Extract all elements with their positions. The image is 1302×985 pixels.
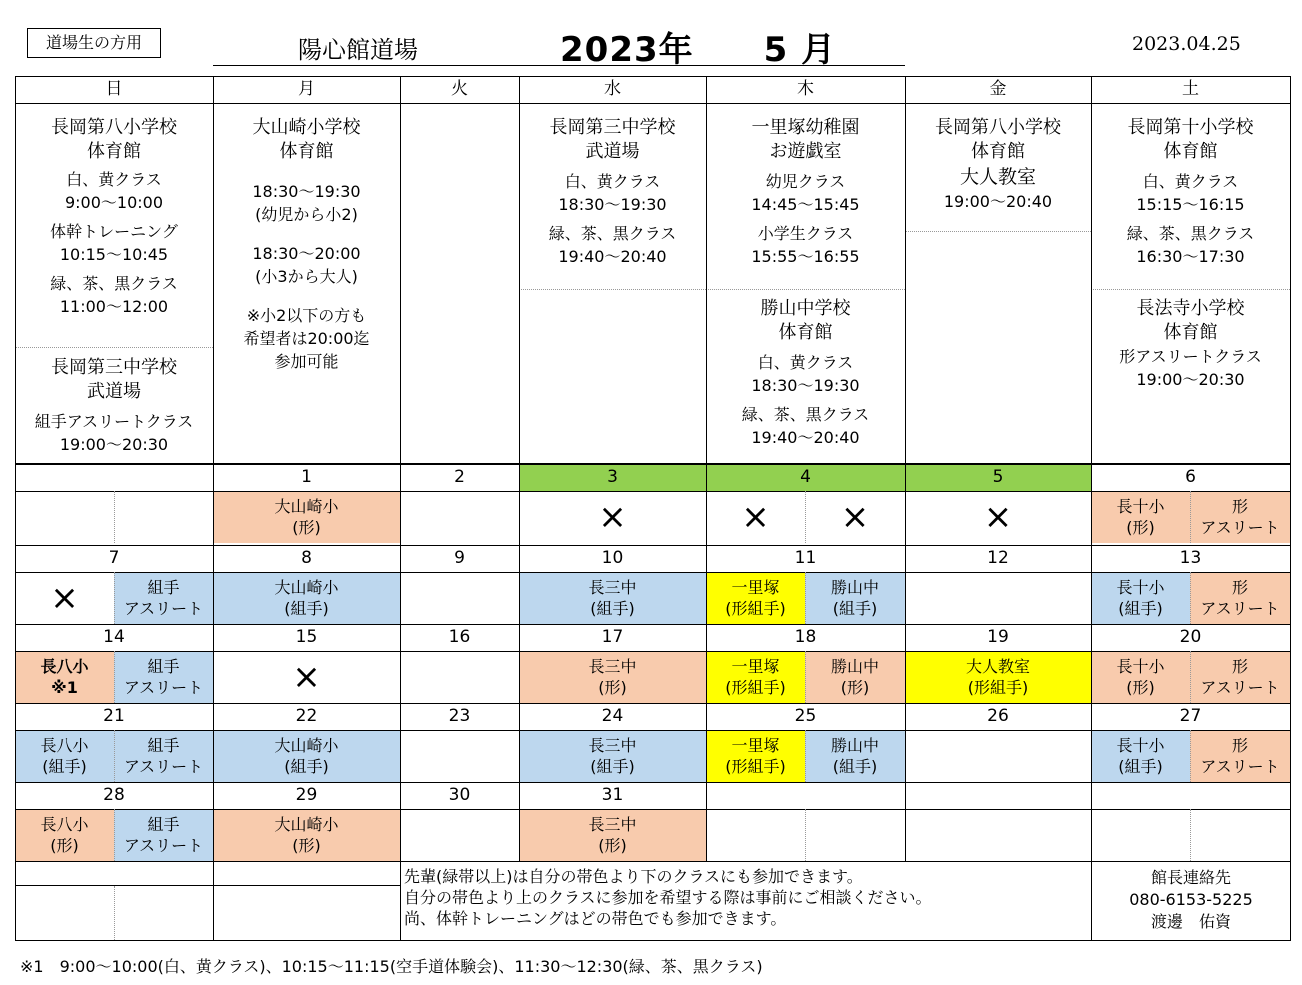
class-cell: [905, 809, 1091, 861]
day-number-cell: [15, 624, 213, 651]
day-number-cell: [15, 782, 213, 809]
split-line: [114, 572, 115, 624]
class-cell: [400, 491, 519, 543]
class-label: 長八小 (組手): [40, 736, 89, 776]
dotted-separator: [905, 231, 1091, 232]
venue-name: 武道場: [87, 381, 141, 402]
weekday-header: [519, 76, 706, 103]
day-number-cell: [706, 703, 905, 730]
day-number: 30: [448, 785, 471, 805]
week-line: [15, 809, 1290, 810]
day-number-cell: [213, 464, 400, 491]
dotted-separator: [519, 289, 706, 290]
class-label: 勝山中 (組手): [830, 578, 879, 618]
class-cell: [114, 491, 213, 543]
class-name: 大人教室: [959, 166, 1036, 188]
closed-mark-icon: ×: [292, 657, 321, 697]
venue-schedule: [15, 116, 213, 318]
schedule-line: 形アスリートクラス: [1119, 347, 1262, 366]
venue-name: 体育館: [279, 141, 334, 162]
schedule-line: 9:00～10:00: [64, 193, 164, 212]
venue-name: 武道場: [585, 141, 640, 162]
class-cell: [1091, 491, 1190, 543]
day-number: 7: [108, 548, 120, 568]
venue-name: 体育館: [971, 141, 1025, 162]
class-label: 長十小 (形): [1116, 657, 1165, 697]
day-number-cell: [400, 703, 519, 730]
column-line: [213, 76, 214, 861]
day-number: 3: [607, 467, 618, 487]
class-cell: [400, 651, 519, 703]
class-cell: [1091, 651, 1190, 703]
closed-mark-icon: ×: [983, 497, 1013, 537]
class-cell: [519, 730, 706, 782]
schedule-line: 18:30～20:00: [252, 244, 361, 263]
table-border: [15, 463, 1290, 465]
closed-mark-icon: ×: [598, 497, 627, 537]
day-number: 28: [103, 785, 125, 805]
day-number: 24: [601, 706, 624, 726]
schedule-line: 緑、茶、黒クラス: [50, 274, 178, 293]
day-number: 27: [1179, 706, 1202, 726]
day-number-cell: [905, 703, 1091, 730]
day-number-cell: [519, 545, 706, 572]
day-number: 25: [794, 706, 817, 726]
dotted-separator: [15, 347, 213, 348]
class-label: 形 アスリート: [1200, 578, 1280, 618]
schedule-line: (小3から大人): [255, 267, 358, 286]
weekday-header: [905, 76, 1091, 103]
class-label: 長八小 (形): [40, 815, 89, 855]
venue-name: 長岡第三中学校: [51, 357, 177, 378]
day-number-cell: [905, 464, 1091, 491]
class-cell: [805, 730, 905, 782]
weekday-label: 土: [1182, 79, 1199, 99]
day-number-cell: [905, 782, 1091, 809]
class-cell: [1190, 651, 1290, 703]
schedule-line: 参加可能: [274, 352, 339, 371]
day-number: 11: [794, 548, 817, 568]
split-line: [805, 651, 806, 703]
day-number: 22: [295, 706, 318, 726]
day-number-cell: [213, 545, 400, 572]
split-line: [805, 730, 806, 782]
class-label: 一里塚 (形組手): [725, 736, 786, 776]
class-label: 組手 アスリート: [123, 657, 204, 697]
day-number: 20: [1179, 627, 1202, 647]
notes: [404, 866, 932, 929]
schedule-line: 体幹トレーニング: [50, 222, 178, 241]
page-title: 2023年 5 月: [560, 30, 837, 70]
table-border: [15, 76, 1290, 77]
note-line: 先輩(緑帯以上)は自分の帯色より下のクラスにも参加できます。: [404, 867, 863, 886]
schedule-line: 希望者は20:00迄: [243, 329, 370, 348]
venue-name: 体育館: [1163, 141, 1218, 162]
class-cell: [519, 809, 706, 861]
schedule-line: 19:00～20:40: [943, 192, 1053, 211]
class-cell: [706, 572, 805, 624]
class-cell: [114, 572, 213, 624]
schedule-line: 15:15～16:15: [1136, 195, 1245, 214]
schedule-line: 19:40～20:40: [558, 247, 667, 266]
class-label: 長三中 (組手): [588, 736, 637, 776]
week-line: [15, 491, 1290, 492]
class-cell: [1190, 491, 1290, 543]
venue-schedule: [706, 116, 905, 268]
class-cell: [213, 572, 400, 624]
venue-name: 大山崎小学校: [252, 117, 361, 138]
column-line: [706, 76, 707, 861]
class-cell: [706, 809, 805, 861]
venue-name: 体育館: [87, 141, 141, 162]
day-number-cell: [519, 464, 706, 491]
day-number-cell: [706, 545, 905, 572]
closed-mark-icon: ×: [741, 497, 770, 537]
class-cell: [519, 572, 706, 624]
class-cell: [114, 809, 213, 861]
class-cell: [213, 651, 400, 703]
class-cell: [805, 572, 905, 624]
class-cell: [15, 730, 114, 782]
schedule-line: 11:00～12:00: [59, 297, 169, 316]
day-number: 15: [295, 627, 318, 647]
column-line: [400, 861, 401, 940]
class-cell: [114, 730, 213, 782]
class-label: 長十小 (組手): [1116, 736, 1165, 776]
venue-schedule: [706, 297, 905, 449]
week-line: [15, 651, 1290, 652]
table-border: [15, 76, 16, 940]
day-number: 16: [448, 627, 471, 647]
schedule-line: 緑、茶、黒クラス: [741, 405, 870, 424]
weekday-label: 火: [451, 79, 468, 99]
day-number-cell: [400, 782, 519, 809]
class-cell: [905, 651, 1091, 703]
table-border: [1290, 76, 1291, 940]
venue-name: 長岡第三中学校: [549, 117, 676, 138]
class-cell: [1190, 730, 1290, 782]
venue-schedule: [1091, 297, 1290, 391]
day-number: 17: [601, 627, 624, 647]
venue-schedule: [905, 116, 1091, 213]
issue-date: 2023.04.25: [1132, 33, 1241, 55]
class-cell: [15, 809, 114, 861]
venue-name: 長法寺小学校: [1136, 298, 1245, 319]
contact-info: [1092, 867, 1290, 933]
class-cell: [1190, 572, 1290, 624]
day-number: 19: [987, 627, 1009, 647]
venue-name: 勝山中学校: [760, 298, 851, 319]
class-cell: [213, 491, 400, 543]
class-cell: [400, 730, 519, 782]
schedule-line: 幼児クラス: [765, 172, 846, 191]
schedule-line: 19:00～20:30: [1136, 370, 1245, 389]
class-label: 一里塚 (形組手): [725, 578, 786, 618]
weekday-header: [15, 76, 213, 103]
day-number: 5: [992, 467, 1004, 487]
class-cell: [706, 730, 805, 782]
class-cell: [805, 491, 905, 543]
class-cell: [15, 572, 114, 624]
day-number-cell: [1091, 782, 1290, 809]
day-number-cell: [519, 624, 706, 651]
weekday-label: 金: [989, 79, 1007, 99]
class-cell: [1091, 572, 1190, 624]
class-label: 形 アスリート: [1200, 736, 1280, 776]
class-label: 大人教室 (形組手): [965, 657, 1030, 697]
class-label: 組手 アスリート: [123, 736, 204, 776]
class-cell: [1091, 809, 1190, 861]
class-cell: [519, 491, 706, 543]
class-label: 大山崎小 (組手): [274, 736, 339, 776]
split-line: [114, 809, 115, 861]
class-label: 大山崎小 (組手): [274, 578, 339, 618]
schedule-line: 白、黄クラス: [564, 172, 661, 191]
day-number: 14: [103, 627, 125, 647]
column-line: [1091, 76, 1092, 861]
venue-name: 体育館: [778, 322, 833, 343]
day-number: 18: [794, 627, 817, 647]
schedule-line: 16:30～17:30: [1136, 247, 1245, 266]
class-cell: [519, 651, 706, 703]
split-line: [114, 886, 115, 940]
schedule-line: ※小2以下の方も: [246, 306, 367, 325]
class-cell: [213, 809, 400, 861]
closed-mark-icon: ×: [840, 497, 870, 537]
split-line: [1190, 572, 1191, 624]
schedule-line: 白、黄クラス: [66, 170, 162, 189]
day-number: 13: [1179, 548, 1202, 568]
schedule-line: 緑、茶、黒クラス: [548, 224, 677, 243]
day-number: 2: [454, 467, 465, 487]
venue-schedule: [519, 116, 706, 268]
day-number-cell: [15, 545, 213, 572]
column-line: [213, 861, 214, 940]
venue-name: 長岡第十小学校: [1127, 117, 1254, 138]
day-number: 21: [103, 706, 125, 726]
day-number: 6: [1185, 467, 1196, 487]
class-cell: [1091, 730, 1190, 782]
day-number-cell: [706, 782, 905, 809]
schedule-line: 18:30～19:30: [558, 195, 667, 214]
class-cell: [805, 809, 905, 861]
split-line: [114, 491, 115, 543]
class-label: 大山崎小 (形): [274, 815, 339, 855]
dotted-separator: [1091, 289, 1290, 290]
venue-schedule: [1091, 116, 1290, 268]
class-label: 大山崎小 (形): [274, 497, 339, 537]
week-line: [15, 545, 1290, 546]
class-label: 長三中 (形): [588, 657, 637, 697]
day-number-cell: [213, 703, 400, 730]
day-number-cell: [706, 624, 905, 651]
class-label: 勝山中 (形): [830, 657, 879, 697]
class-cell: [905, 572, 1091, 624]
schedule-line: (幼児から小2): [255, 205, 358, 224]
day-number-cell: [706, 464, 905, 491]
day-number-cell: [519, 703, 706, 730]
weekday-header: [1091, 76, 1290, 103]
split-line: [805, 491, 806, 543]
venue-name: お遊戯室: [769, 141, 842, 162]
weekday-label: 木: [797, 79, 814, 99]
day-number-cell: [15, 464, 213, 491]
split-line: [805, 809, 806, 861]
class-label: 長八小 ※1: [40, 657, 89, 697]
class-label: 組手 アスリート: [123, 815, 204, 855]
class-label: 組手 アスリート: [123, 578, 204, 618]
weekday-header: [400, 76, 519, 103]
column-line: [519, 76, 520, 861]
class-cell: [905, 491, 1091, 543]
table-border: [15, 103, 1290, 104]
grid-line: [213, 885, 400, 886]
day-number-cell: [213, 782, 400, 809]
day-number: 29: [295, 785, 318, 805]
split-line: [1190, 491, 1191, 543]
split-line: [114, 730, 115, 782]
day-number: 4: [800, 467, 811, 487]
split-line: [114, 651, 115, 703]
day-number-cell: [1091, 624, 1290, 651]
day-number-cell: [519, 782, 706, 809]
split-line: [1190, 809, 1191, 861]
class-cell: [213, 730, 400, 782]
venue-schedule: [213, 116, 400, 373]
weekday-header: [706, 76, 905, 103]
column-line: [400, 76, 401, 861]
week-line: [15, 703, 1290, 704]
class-cell: [15, 651, 114, 703]
dojo-name: 陽心館道場: [298, 36, 418, 64]
week-line: [15, 782, 1290, 783]
venue-schedule: [15, 356, 213, 456]
class-cell: [706, 491, 805, 543]
day-number-cell: [905, 545, 1091, 572]
schedule-line: 19:40～20:40: [751, 428, 860, 447]
venue-name: 一里塚幼稚園: [751, 117, 860, 138]
day-number: 23: [448, 706, 471, 726]
schedule-line: 組手アスリートクラス: [34, 412, 194, 431]
dotted-separator: [706, 289, 905, 290]
day-number: 8: [301, 548, 312, 568]
class-cell: [114, 651, 213, 703]
class-cell: [706, 651, 805, 703]
week-line: [15, 572, 1290, 573]
day-number-cell: [905, 624, 1091, 651]
schedule-line: 19:00～20:30: [59, 435, 169, 454]
weekday-header: [213, 76, 400, 103]
day-number: 31: [601, 785, 624, 805]
week-line: [15, 624, 1290, 625]
day-number: 26: [987, 706, 1009, 726]
schedule-line: 緑、茶、黒クラス: [1126, 224, 1255, 243]
week-line: [15, 730, 1290, 731]
contact-name: 渡邊 佑資: [1150, 912, 1231, 931]
schedule-badge: 道場生の方用: [27, 28, 161, 58]
closed-mark-icon: ×: [50, 578, 79, 618]
day-number-cell: [15, 703, 213, 730]
venue-name: 長岡第八小学校: [51, 117, 177, 138]
class-label: 長十小 (形): [1116, 497, 1165, 537]
day-number: 10: [601, 548, 624, 568]
day-number: 9: [454, 548, 465, 568]
schedule-line: 18:30～19:30: [252, 182, 361, 201]
split-line: [1190, 730, 1191, 782]
schedule-line: 14:45～15:45: [751, 195, 860, 214]
column-line: [905, 76, 906, 861]
split-line: [805, 572, 806, 624]
schedule-line: 18:30～19:30: [751, 376, 860, 395]
day-number: 1: [301, 467, 312, 487]
venue-name: 体育館: [1163, 322, 1218, 343]
class-cell: [400, 572, 519, 624]
class-label: 形 アスリート: [1200, 497, 1280, 537]
weekday-label: 月: [298, 79, 315, 99]
day-number-cell: [1091, 703, 1290, 730]
footnote: ※1 9:00～10:00(白、黄クラス)、10:15～11:15(空手道体験会)、11:30～12:30(緑、茶、黒クラス): [20, 957, 763, 976]
table-border: [15, 940, 1291, 941]
weekday-label: 日: [105, 79, 123, 99]
day-number-cell: [1091, 545, 1290, 572]
venue-name: 長岡第八小学校: [935, 117, 1061, 138]
class-cell: [15, 491, 114, 543]
day-number-cell: [400, 624, 519, 651]
day-number-cell: [213, 624, 400, 651]
day-number-cell: [1091, 464, 1290, 491]
schedule-line: 白、黄クラス: [757, 353, 854, 372]
note-line: 尚、体幹トレーニングはどの帯色でも参加できます。: [404, 909, 787, 928]
schedule-line: 15:55～16:55: [751, 247, 860, 266]
class-cell: [905, 730, 1091, 782]
class-label: 勝山中 (組手): [830, 736, 879, 776]
week-line: [15, 861, 1290, 862]
class-cell: [1190, 809, 1290, 861]
weekday-label: 水: [604, 79, 621, 99]
class-label: 長三中 (形): [588, 815, 637, 855]
day-number-cell: [400, 464, 519, 491]
day-number-cell: [400, 545, 519, 572]
class-label: 長十小 (組手): [1116, 578, 1165, 618]
split-line: [1190, 651, 1191, 703]
class-cell: [805, 651, 905, 703]
note-line: 自分の帯色より上のクラスに参加を希望する際は事前にご相談ください。: [404, 888, 932, 907]
schedule-line: 10:15～10:45: [59, 245, 169, 264]
class-label: 長三中 (組手): [588, 578, 637, 618]
contact-title: 館長連絡先: [1150, 868, 1231, 887]
class-label: 一里塚 (形組手): [725, 657, 786, 697]
schedule-line: 小学生クラス: [757, 224, 854, 243]
contact-phone: 080-6153-5225: [1129, 890, 1253, 909]
class-cell: [400, 809, 519, 861]
schedule-line: 白、黄クラス: [1142, 172, 1239, 191]
day-number: 12: [987, 548, 1009, 568]
class-label: 形 アスリート: [1200, 657, 1280, 697]
